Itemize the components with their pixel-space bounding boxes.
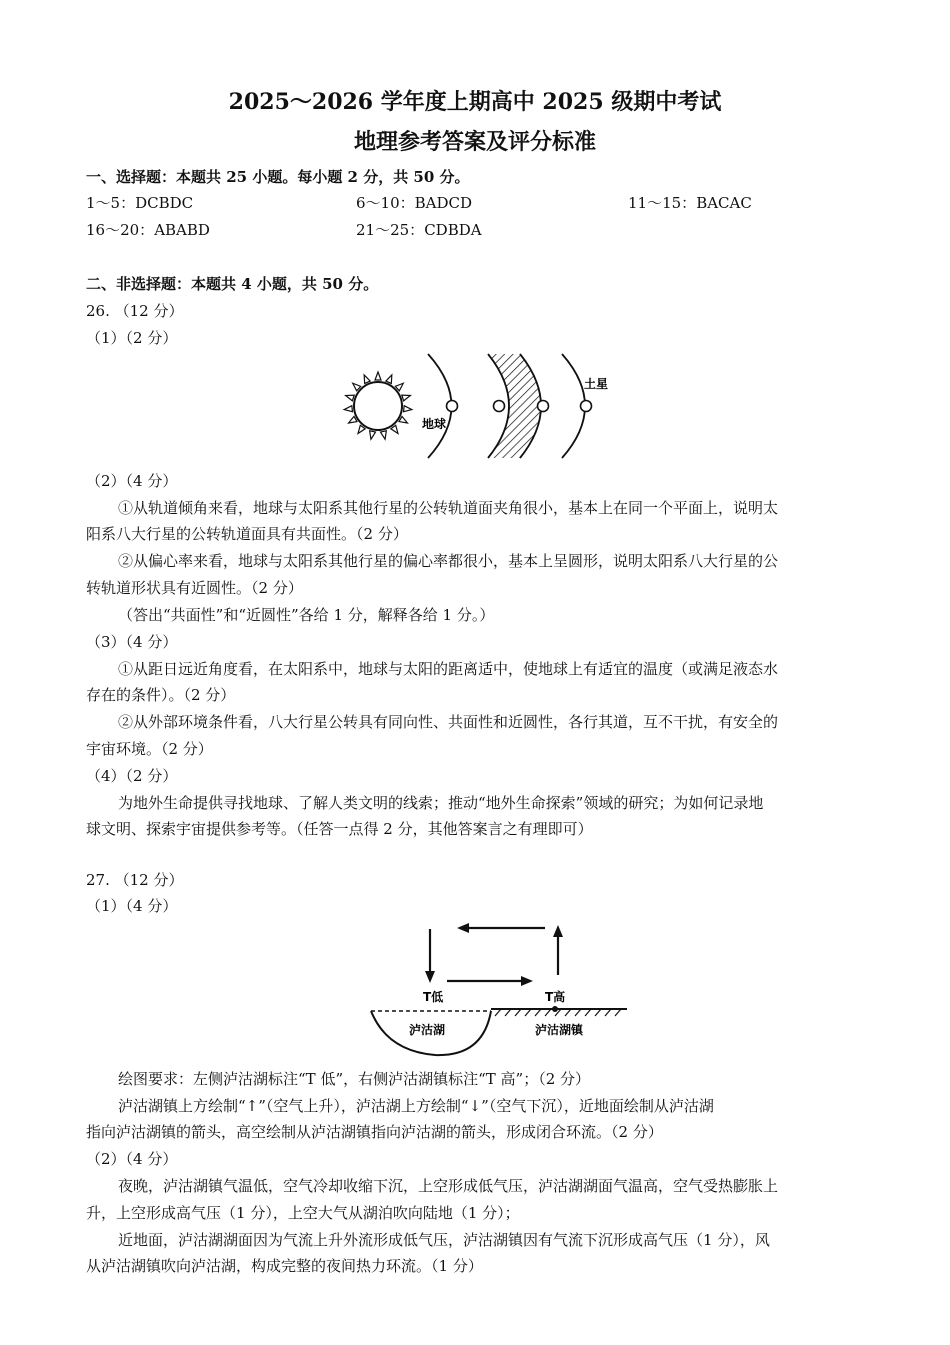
q26-part2-label: （2）（4 分） bbox=[86, 472, 178, 490]
town-point bbox=[552, 1006, 558, 1012]
q27-p2-line: 近地面，泸沽湖湖面因为气流上升外流形成低气压，泸沽湖镇因有气流下沉形成高气压（1 分），风 bbox=[118, 1231, 770, 1249]
q27-part2-label: （2）（4 分） bbox=[86, 1150, 178, 1168]
q26-p4-line: 为地外生命提供寻找地球、了解人类文明的线索；推动“地外生命探索”领域的研究；为如何记录地 bbox=[118, 794, 764, 812]
answer-row: 1～5：DCBDC bbox=[86, 194, 194, 212]
q26-p2-line: 阳系八大行星的公转轨道面具有共面性。（2 分） bbox=[86, 525, 408, 543]
q27-p2-line: 从泸沽湖镇吹向泸沽湖，构成完整的夜间热力环流。（1 分） bbox=[86, 1257, 483, 1275]
answer-row: 16～20：ABABD bbox=[86, 221, 210, 239]
q26-p3-line: ①从距日远近角度看，在太阳系中，地球与太阳的距离适中，使地球上有适宜的温度（或满足液态水 bbox=[118, 660, 779, 678]
t-low-label: T低 bbox=[423, 990, 444, 1004]
thermal-circulation-diagram bbox=[365, 915, 635, 1065]
saturn-label: 土星 bbox=[584, 377, 609, 391]
q27-p2-line: 夜晚，泸沽湖镇气温低，空气冷却收缩下沉，上空形成低气压，泸沽湖湖面气温高，空气受热膨胀上 bbox=[118, 1177, 779, 1195]
exam-title: 2025～2026 学年度上期高中 2025 级期中考试 bbox=[228, 89, 722, 115]
lake-label: 泸沽湖 bbox=[409, 1023, 446, 1037]
jupiter-planet bbox=[538, 401, 549, 412]
q27-part1-label: （1）（4 分） bbox=[86, 897, 178, 915]
t-high-label: T高 bbox=[545, 990, 566, 1004]
saturn-planet bbox=[581, 401, 592, 412]
section2-heading: 二、非选择题：本题共 4 小题，共 50 分。 bbox=[86, 275, 379, 293]
q27-draw-line: 指向泸沽湖镇的箭头，高空绘制从泸沽湖镇指向泸沽湖的箭头，形成闭合环流。（2 分） bbox=[86, 1123, 663, 1141]
q26-p4-line: 球文明、探索宇宙提供参考等。（任答一点得 2 分，其他答案言之有理即可） bbox=[86, 820, 593, 838]
q27-header: 27. （12 分） bbox=[86, 871, 184, 889]
down-arrow-icon bbox=[425, 929, 435, 983]
q26-p2-line: 转轨道形状具有近圆性。（2 分） bbox=[86, 579, 303, 597]
answer-row: 21～25：CDBDA bbox=[356, 221, 482, 239]
town-label: 泸沽湖镇 bbox=[535, 1023, 584, 1037]
q26-p3-line: ②从外部环境条件看，八大行星公转具有同向性、共面性和近圆性，各行其道，互不干扰，有安全的 bbox=[118, 713, 779, 731]
q26-p3-line: 存在的条件）。（2 分） bbox=[86, 686, 236, 704]
q26-p2-line: ①从轨道倾角来看，地球与太阳系其他行星的公转轨道面夹角很小，基本上在同一个平面上，说明太 bbox=[118, 499, 779, 517]
q26-part4-label: （4）（2 分） bbox=[86, 767, 178, 785]
q26-p2-line: ②从偏心率来看，地球与太阳系其他行星的偏心率都很小，基本上呈圆形，说明太阳系八大行星的公 bbox=[118, 552, 779, 570]
sun-icon bbox=[344, 372, 412, 440]
left-arrow-icon bbox=[457, 923, 545, 933]
section1-heading: 一、选择题：本题共 25 小题。每小题 2 分，共 50 分。 bbox=[86, 168, 470, 186]
mars-planet bbox=[494, 401, 505, 412]
q26-p2-note: （答出“共面性”和“近圆性”各给 1 分，解释各给 1 分。） bbox=[118, 606, 495, 624]
q26-p3-line: 宇宙环境。（2 分） bbox=[86, 740, 213, 758]
q26-header: 26. （12 分） bbox=[86, 302, 184, 320]
earth-label: 地球 bbox=[422, 417, 447, 431]
q27-p2-line: 升，上空形成高气压（1 分），上空大气从湖泊吹向陆地（1 分）； bbox=[86, 1204, 520, 1222]
answer-row: 6～10：BADCD bbox=[356, 194, 473, 212]
answer-key-title: 地理参考答案及评分标准 bbox=[353, 129, 596, 155]
q27-draw-line: 泸沽湖镇上方绘制“↑”（空气上升），泸沽湖上方绘制“↓”（空气下沉），近地面绘制从泸沽湖 bbox=[118, 1097, 714, 1115]
right-arrow-icon bbox=[447, 976, 533, 986]
q27-draw-requirement: 绘图要求：左侧泸沽湖标注“T 低”，右侧泸沽湖镇标注“T 高”；（2 分） bbox=[118, 1070, 591, 1088]
q26-part1-label: （1）（2 分） bbox=[86, 329, 178, 347]
answer-row: 11～15：BACAC bbox=[628, 194, 752, 212]
up-arrow-icon bbox=[553, 925, 563, 975]
q26-part3-label: （3）（4 分） bbox=[86, 633, 178, 651]
earth-planet bbox=[447, 401, 458, 412]
solar-system-diagram bbox=[330, 350, 620, 465]
